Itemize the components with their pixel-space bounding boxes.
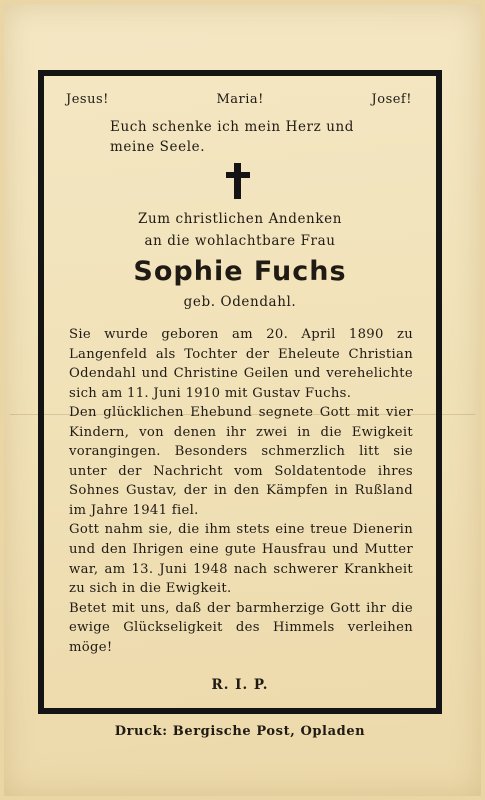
printer-credit: Druck: Bergische Post, Opladen [114,724,366,739]
invocation-josef: Josef! [371,92,412,107]
prayer-line: meine Seele. [110,139,206,155]
prayer-line: Euch schenke ich mein Herz und [110,119,355,135]
memorial-line: an die wohlachtbare Frau [144,233,336,249]
biography-paragraph: Betet mit uns, daß der barmherzige Gott ihr die ewige Glückseligkeit des Himmels verleihen möge! [69,600,413,655]
biography [69,325,413,657]
biography-paragraph: Sie wurde geboren am 20. April 1890 zu Langenfeld als Tochter der Eheleute Christian Odendahl und Christine Geilen und verehelichte sich am 11. Juni 1910 mit Gustav Fuchs. [69,327,413,401]
maiden-name: geb. Odendahl. [183,294,297,310]
prayer-text [110,117,410,157]
invocation-maria: Maria! [216,92,264,107]
memorial-line: Zum christlichen Andenken [137,211,343,227]
biography-paragraph: Gott nahm sie, die ihm stets eine treue Dienerin und den Ihrigen eine gute Hausfrau und Mutter war, am 13. Juni 1948 nach schwerer Krankheit zu sich in die Ewigkeit. [69,522,413,597]
rip-closing: R. I. P. [211,677,269,693]
invocation-header [66,92,412,107]
deceased-name: Sophie Fuchs [133,256,347,287]
biography-paragraph: Den glücklichen Ehebund segnete Gott mit vier Kindern, von denen ihr zwei in die Ewigkeit vorangingen. Besonders schmerzlich litt sie unter der Nachricht vom Soldatentode ihres Sohnes Gustav, der in den Kämpfen in Rußland im Jahre 1941 fiel. [69,405,413,518]
memorial-intro [60,208,420,252]
invocation-jesus: Jesus! [66,92,109,107]
latin-cross-icon [226,163,250,199]
